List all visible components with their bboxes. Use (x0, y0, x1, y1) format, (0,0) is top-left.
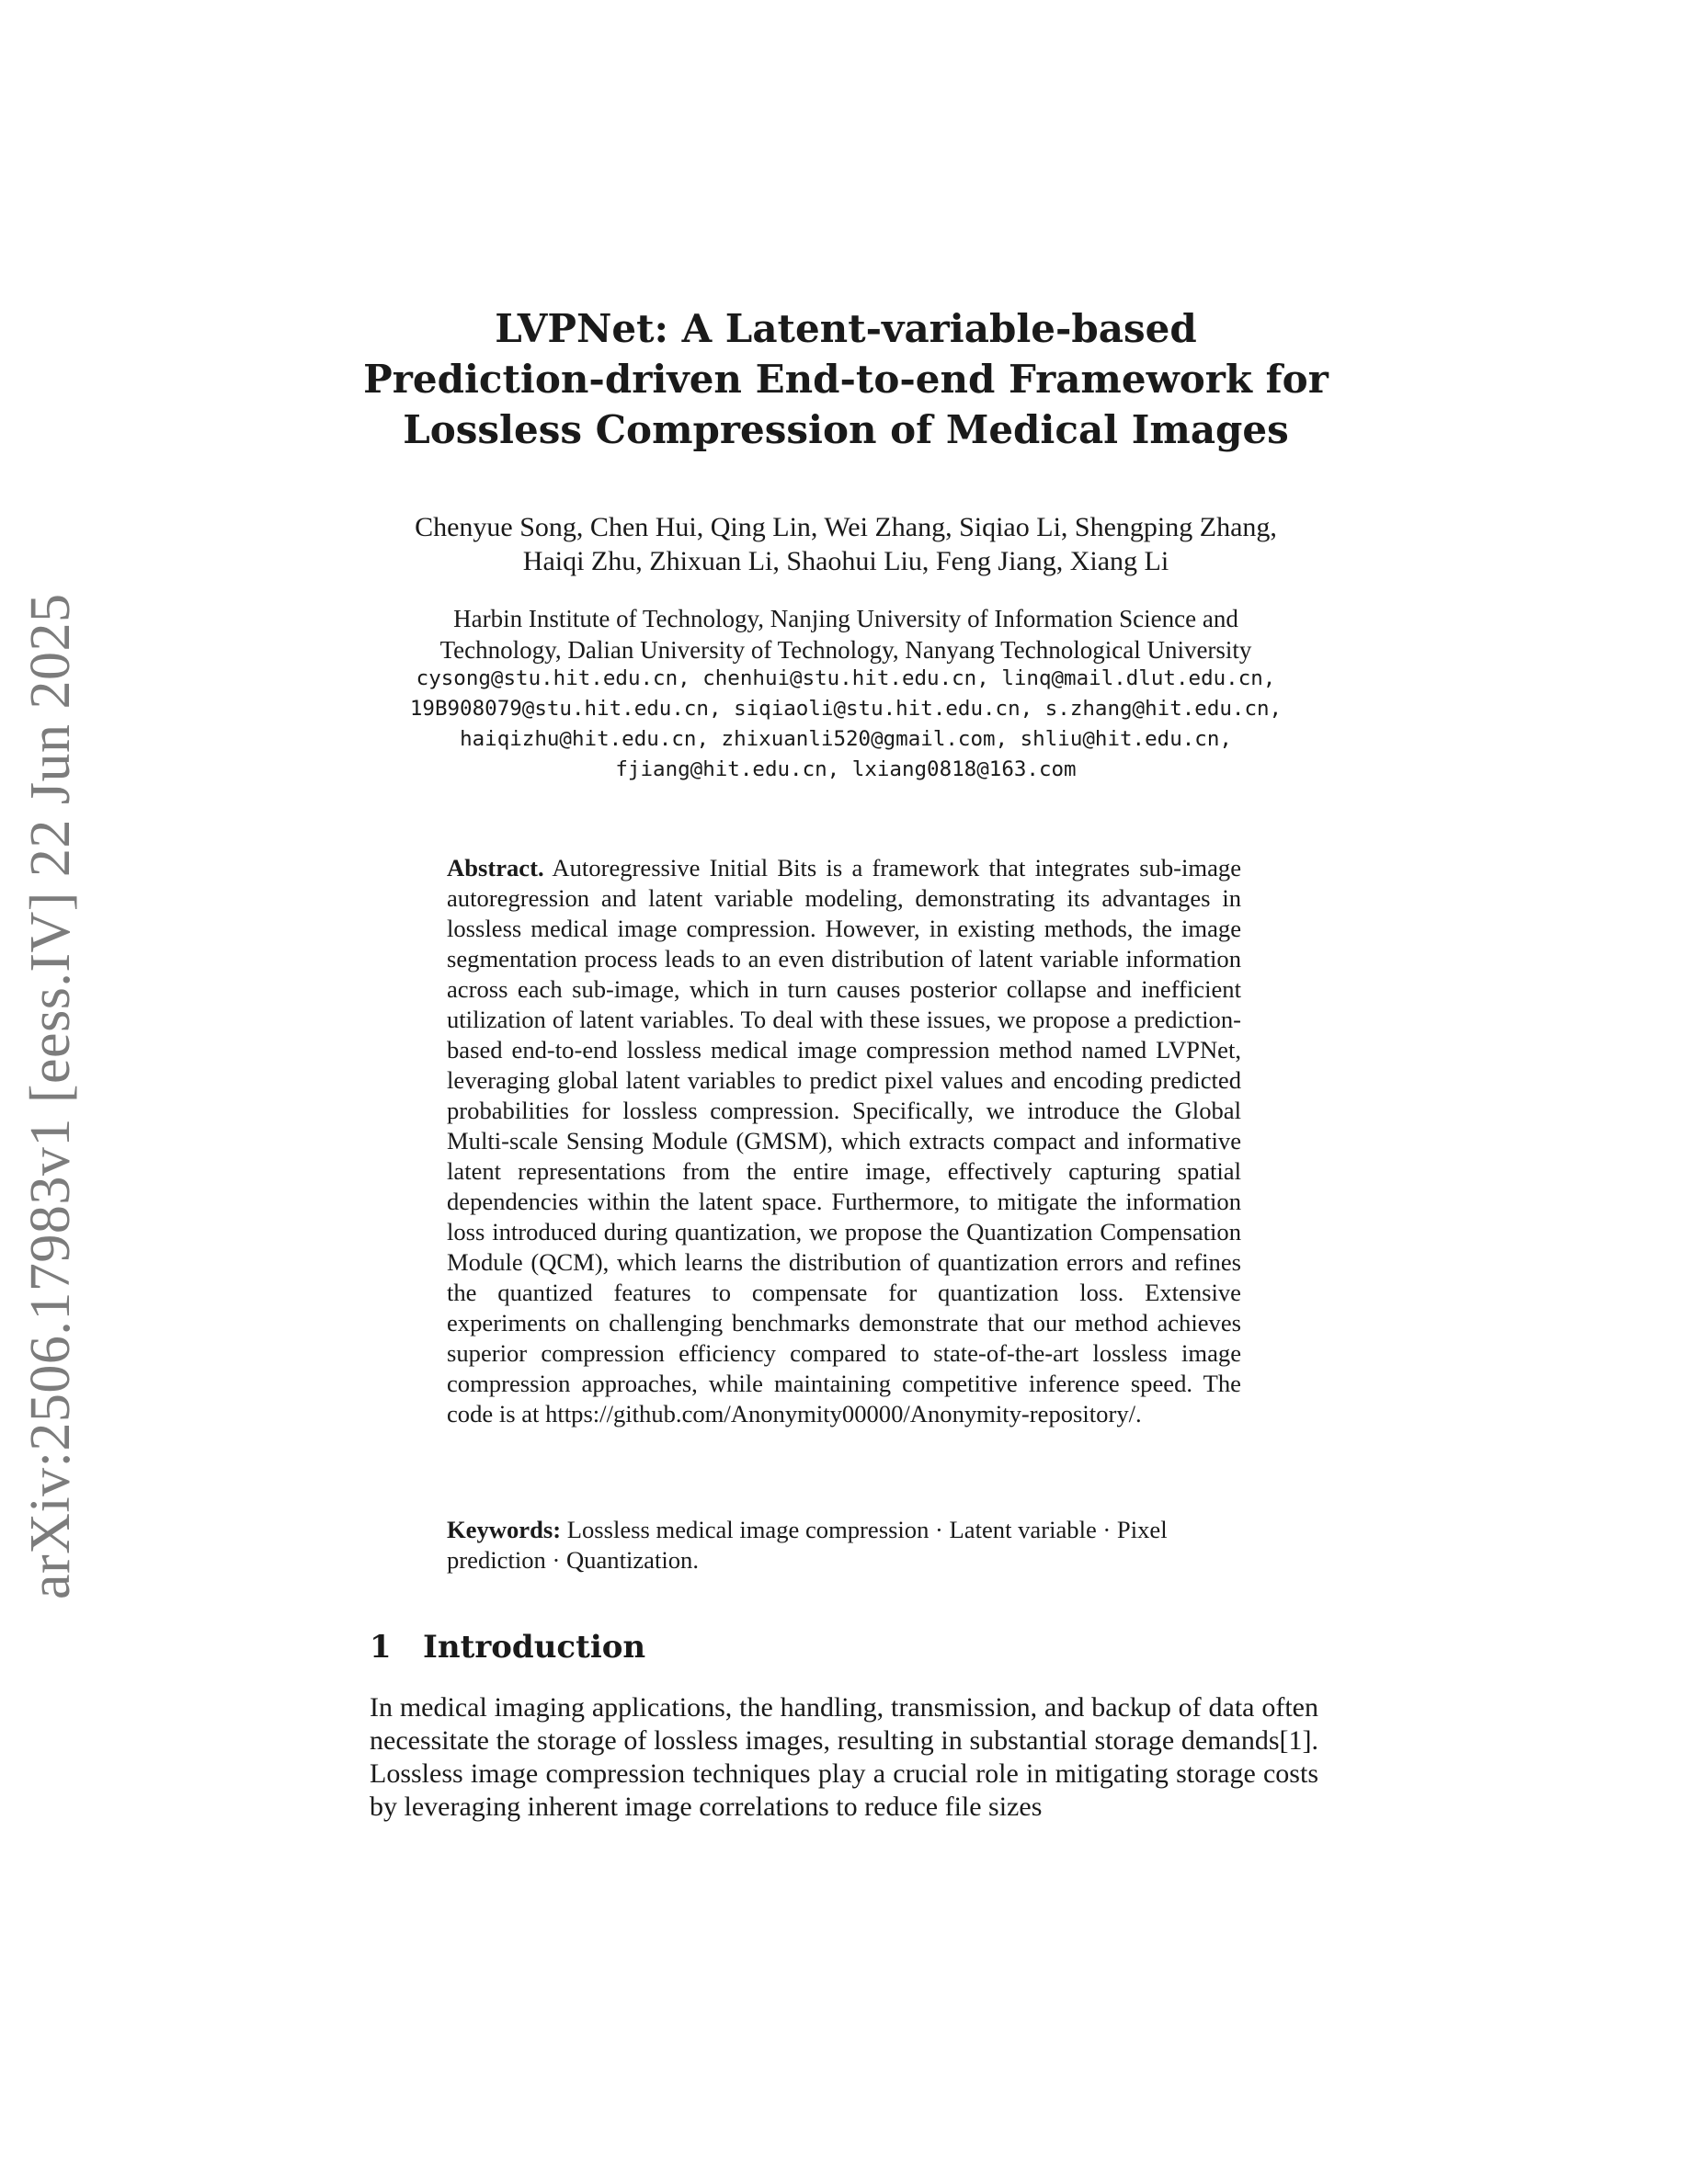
affiliation-line: Harbin Institute of Technology, Nanjing University of Information Science and (453, 605, 1238, 632)
paper-title (331, 303, 1361, 455)
abstract-label: Abstract. (447, 854, 544, 882)
arxiv-identifier: arXiv:2506.17983v1 [eess.IV] 22 Jun 2025 (19, 593, 82, 1599)
email-line: fjiang@hit.edu.cn, lxiang0818@163.com (615, 757, 1077, 781)
abstract-text: Autoregressive Initial Bits is a framework that integrates sub-image autoregression and latent variable modeling, demonstrating its advantages in lossless medical image compression. However, in existing methods, the image segmentation process leads to an even distribution of latent variable information across each sub-image, which in turn causes posterior collapse and inefficient utilization of latent variables. To deal with these issues, we propose a prediction-based end-to-end lossless medical image compression method named LVPNet, leveraging global latent variables to predict pixel values and encoding predicted probabilities for lossless compression. Specifically, we introduce the Global Multi-scale Sensing Module (GMSM), which extracts compact and informative latent representations from the entire image, effectively capturing spatial dependencies within the latent space. Furthermore, to mitigate the information loss introduced during quantization, we propose the Quantization Compensation Module (QCM), which learns the distribution of quantization errors and refines the quantized features to compensate for quantization loss. Extensive experiments on challenging benchmarks demonstrate that our method achieves superior compression efficiency compared to state-of-the-art lossless image compression approaches, while maintaining competitive inference speed. The code is at https://github.com/Anonymity00000/Anonymity-repository/. (447, 854, 1241, 1428)
author-line: Haiqi Zhu, Zhixuan Li, Shaohui Liu, Feng Jiang, Xiang Li (522, 546, 1169, 576)
email-line: haiqizhu@hit.edu.cn, zhixuanli520@gmail.com, shliu@hit.edu.cn, (460, 727, 1232, 751)
keywords-label: Keywords: (447, 1516, 562, 1543)
email-line: 19B908079@stu.hit.edu.cn, siqiaoli@stu.hit.edu.cn, s.zhang@hit.edu.cn, (409, 697, 1283, 721)
affiliations (331, 603, 1361, 665)
title-line: Lossless Compression of Medical Images (403, 407, 1289, 452)
author-line: Chenyue Song, Chen Hui, Qing Lin, Wei Zhang, Siqiao Li, Shengping Zhang, (415, 512, 1277, 542)
email-list (331, 664, 1361, 785)
abstract (447, 853, 1241, 1429)
section-number: 1 (370, 1629, 392, 1666)
title-line: LVPNet: A Latent-variable-based (495, 306, 1197, 351)
email-line: cysong@stu.hit.edu.cn, chenhui@stu.hit.edu.cn, linq@mail.dlut.edu.cn, (416, 666, 1276, 690)
title-line: Prediction-driven End-to-end Framework for (363, 357, 1329, 402)
section-heading (370, 1629, 645, 1666)
intro-paragraph: In medical imaging applications, the handling, transmission, and backup of data often necessitate the storage of lossless images, resulting in substantial storage demands[1]. Lossless image compression techniques play a crucial role in mitigating storage costs by leveraging inherent image correlations to reduce file sizes (370, 1692, 1318, 1822)
author-list (331, 510, 1361, 578)
keywords-text: Lossless medical image compression · Latent variable · Pixel prediction · Quantization. (447, 1516, 1168, 1574)
section-title: Introduction (423, 1629, 646, 1666)
affiliation-line: Technology, Dalian University of Technology, Nanyang Technological University (439, 636, 1252, 664)
keywords (447, 1515, 1241, 1575)
